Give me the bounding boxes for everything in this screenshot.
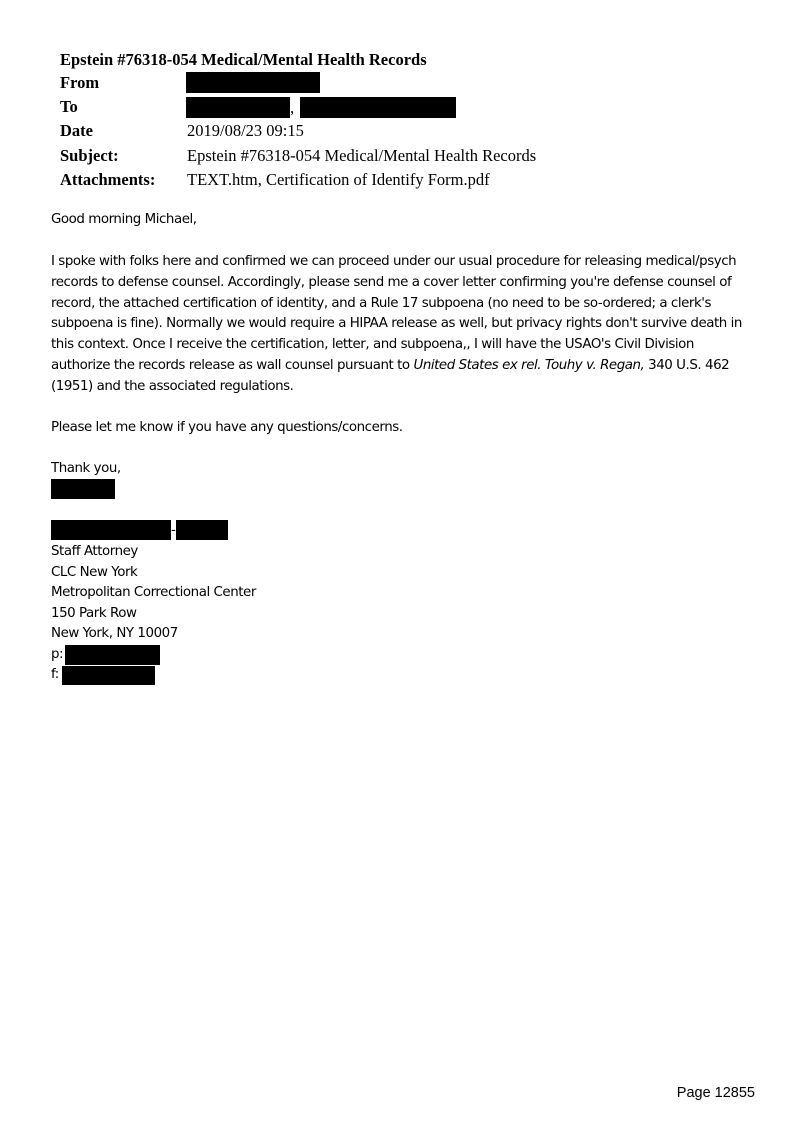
case-citation: United States ex rel. Touhy v. Regan, xyxy=(413,357,645,373)
page-number: Page 12855 xyxy=(676,1085,755,1101)
paragraph-1-text: I spoke with folks here and confirmed we can proceed under our usual procedure for releasing medical/psych records to defense counsel. Accordingly, please send me a cover letter confirming you're defense counsel of record, the attached certification of identity, and a Rule 17 subpoena (no need to be so-ordered; a clerk's subpoena is fine). Normally we would require a HIPAA release as well, but privacy rights don't survive death in this context. Once I receive the certification, letter, and subpoena,, I will have the USAO's Civil Division authorize the records release as wall counsel pursuant to xyxy=(51,254,742,373)
date-value: 2019/08/23 09:15 xyxy=(187,121,304,140)
subject-value: Epstein #76318-054 Medical/Mental Health Records xyxy=(187,146,537,165)
signature-city: New York, NY 10007 xyxy=(51,626,178,641)
body-paragraph-1 xyxy=(51,252,756,398)
greeting: Good morning Michael, xyxy=(51,212,197,227)
signature-name-separator: - xyxy=(171,523,176,538)
signature-org: CLC New York xyxy=(51,565,138,580)
signature-facility: Metropolitan Correctional Center xyxy=(51,585,256,600)
to-separator: , xyxy=(290,98,295,117)
email-title: Epstein #76318-054 Medical/Mental Health Records xyxy=(60,50,427,69)
signature-street: 150 Park Row xyxy=(51,606,137,621)
signature-phone-label: p: xyxy=(51,647,64,662)
attachments-value: TEXT.htm, Certification of Identify Form.pdf xyxy=(187,170,490,189)
redacted-to-2 xyxy=(300,97,456,118)
redacted-sender-name xyxy=(51,479,115,499)
signature-title: Staff Attorney xyxy=(51,544,138,559)
signature-fax-label: f: xyxy=(51,667,59,682)
redacted-from xyxy=(186,72,320,93)
redacted-signature-name-2 xyxy=(176,520,228,540)
redacted-fax xyxy=(62,666,155,685)
to-label: To xyxy=(60,97,78,116)
paragraph-1-text-end: 340 U.S. 462 (1951) and the associated regulations. xyxy=(51,357,730,394)
body-paragraph-2: Please let me know if you have any questions/concerns. xyxy=(51,420,403,435)
subject-label: Subject: xyxy=(60,146,119,165)
redacted-to-1 xyxy=(186,97,290,118)
date-label: Date xyxy=(60,121,93,140)
attachments-label: Attachments: xyxy=(60,170,156,189)
redacted-phone xyxy=(65,645,160,665)
from-label: From xyxy=(60,73,100,92)
redacted-signature-name-1 xyxy=(51,520,171,540)
closing: Thank you, xyxy=(51,461,121,476)
